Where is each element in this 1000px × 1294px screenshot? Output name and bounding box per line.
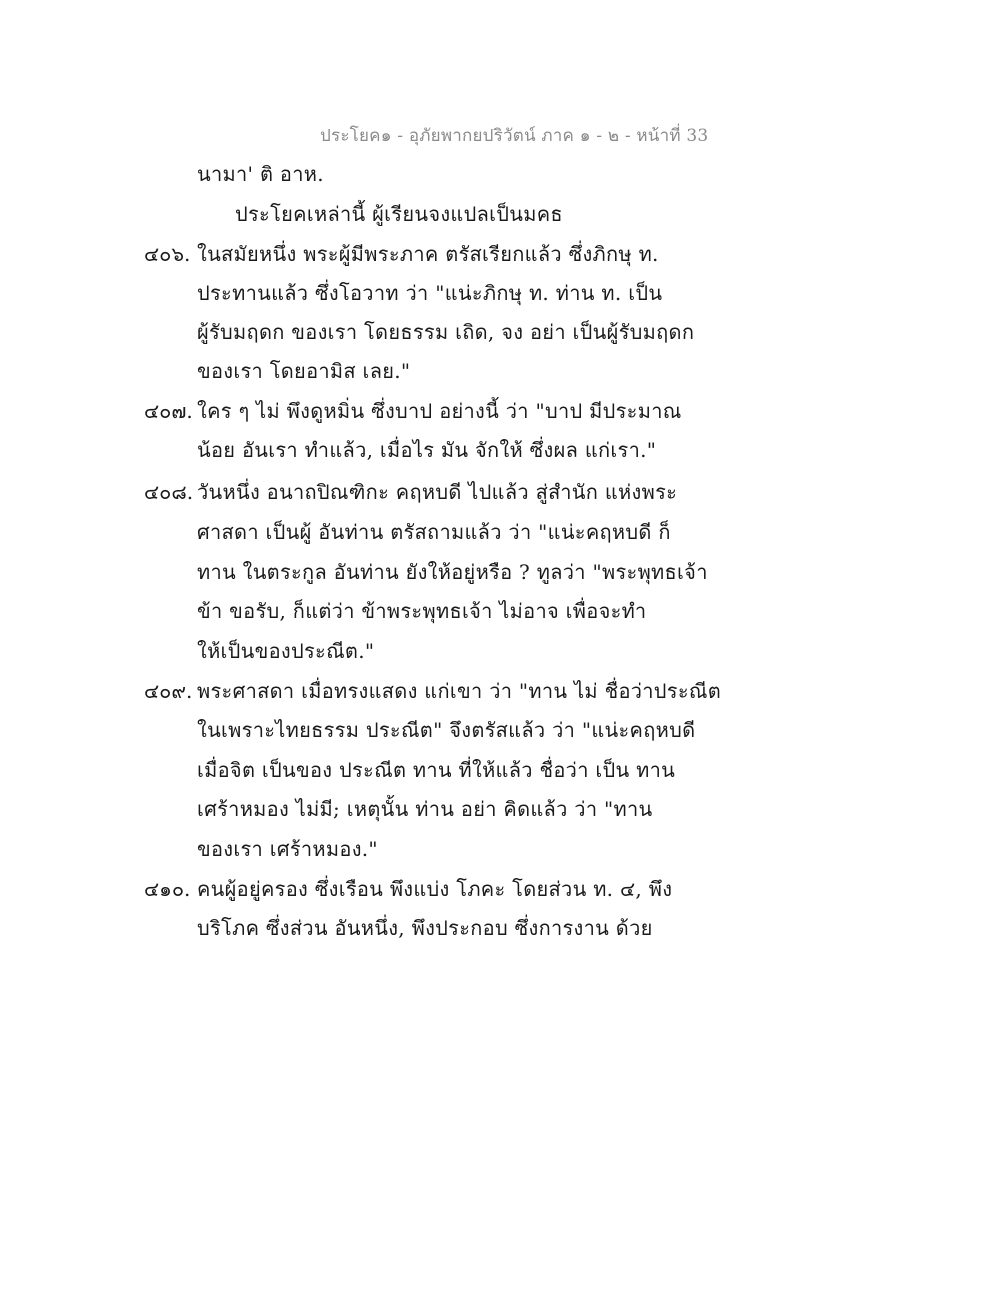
item-line: ผู้รับมฤดก ของเรา โดยธรรม เถิด, จง อย่า เป็นผู้รับมฤดก	[197, 320, 695, 344]
item-line: บริโภค ซึ่งส่วน อันหนึ่ง, พึงประกอบ ซึ่งการงาน ด้วย	[197, 916, 653, 940]
item-number: ๔๐๙.	[144, 679, 193, 703]
item-line: ในเพราะไทยธรรม ประณีต" จึงตรัสแล้ว ว่า "แน่ะคฤหบดี	[197, 718, 696, 742]
item-line: ข้า ขอรับ, ก็แต่ว่า ข้าพระพุทธเจ้า ไม่อาจ เพื่อจะทำ	[197, 599, 647, 623]
item-line: ให้เป็นของประณีต."	[197, 639, 375, 663]
item-line: ใคร ๆ ไม่ พึงดูหมิ่น ซึ่งบาป อย่างนี้ ว่า "บาป มีประมาณ	[197, 399, 682, 423]
item-line: พระศาสดา เมื่อทรงแสดง แก่เขา ว่า "ทาน ไม่ ชื่อว่าประณีต	[197, 679, 722, 703]
item-line: เมื่อจิต เป็นของ ประณีต ทาน ที่ให้แล้ว ชื่อว่า เป็น ทาน	[197, 758, 676, 782]
item-line: ในสมัยหนึ่ง พระผู้มีพระภาค ตรัสเรียกแล้ว ซึ่งภิกษุ ท.	[197, 242, 659, 266]
instruction-line: ประโยคเหล่านี้ ผู้เรียนจงแปลเป็นมคธ	[235, 202, 563, 226]
running-header: ประโยค๑ - อุภัยพากยปริวัตน์ ภาค ๑ - ๒ - หน้าที่ 33	[320, 126, 709, 146]
item-line: น้อย อันเรา ทำแล้ว, เมื่อไร มัน จักให้ ซึ่งผล แก่เรา."	[197, 438, 657, 462]
item-line: คนผู้อยู่ครอง ซึ่งเรือน พึงแบ่ง โภคะ โดยส่วน ท. ๔, พึง	[197, 877, 673, 901]
item-line: ของเรา โดยอามิส เลย."	[197, 359, 411, 383]
item-line: วันหนึ่ง อนาถปิณฑิกะ คฤหบดี ไปแล้ว สู่สำนัก แห่งพระ	[197, 480, 678, 504]
item-line: ทาน ในตระกูล อันท่าน ยังให้อยู่หรือ ? ทูลว่า "พระพุทธเจ้า	[197, 560, 708, 584]
item-number: ๔๐๖.	[144, 242, 191, 266]
item-number: ๔๐๘.	[144, 480, 194, 504]
item-line: ของเรา เศร้าหมอง."	[197, 837, 378, 861]
intro-line: นามา' ติ อาห.	[197, 162, 324, 186]
item-number: ๔๑๐.	[144, 877, 191, 901]
item-number: ๔๐๗.	[144, 399, 193, 423]
item-line: ประทานแล้ว ซึ่งโอวาท ว่า "แน่ะภิกษุ ท. ท่าน ท. เป็น	[197, 281, 663, 305]
item-line: เศร้าหมอง ไม่มี; เหตุนั้น ท่าน อย่า คิดแล้ว ว่า "ทาน	[197, 797, 653, 821]
item-line: ศาสดา เป็นผู้ อันท่าน ตรัสถามแล้ว ว่า "แน่ะคฤหบดี ก็	[197, 520, 671, 544]
